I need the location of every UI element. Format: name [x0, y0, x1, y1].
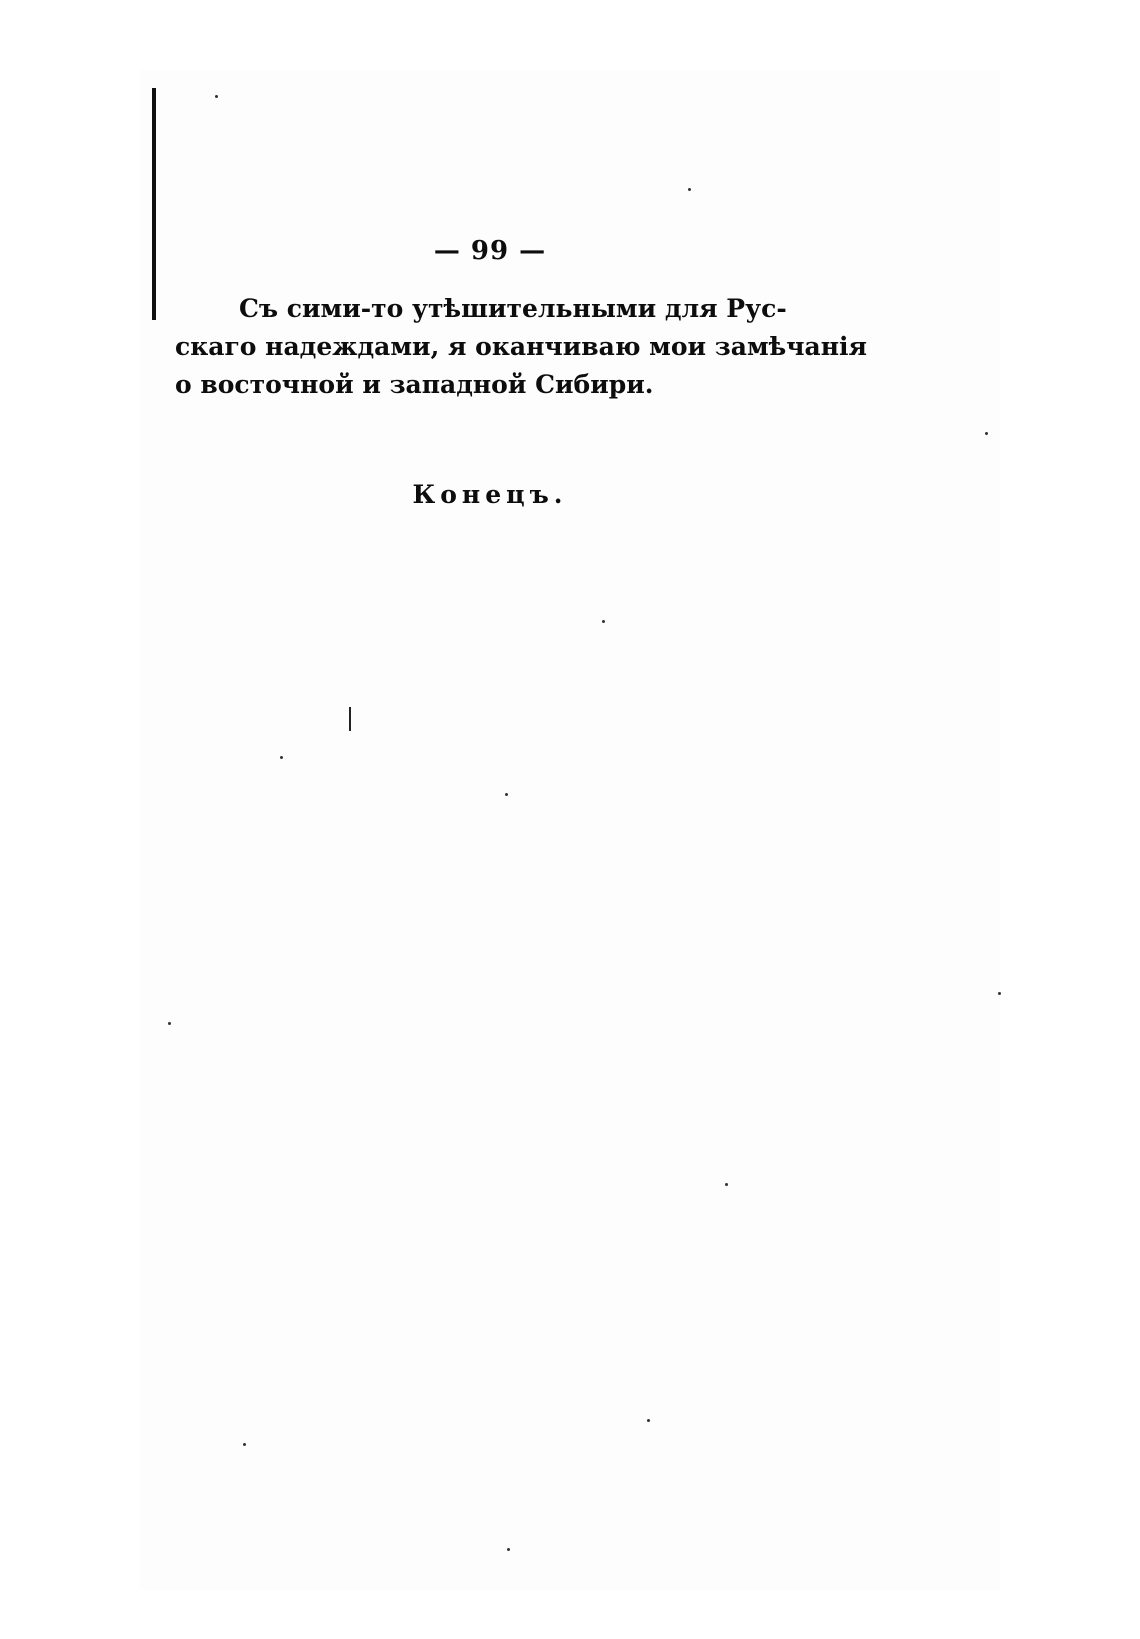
paragraph-line: о восточной и западной Сибири. — [175, 370, 654, 399]
scan-speck — [985, 432, 988, 435]
scan-speck — [688, 188, 691, 191]
scan-speck — [505, 793, 508, 796]
the-end-heading: Конецъ. — [412, 480, 568, 509]
scan-speck — [168, 1022, 171, 1025]
scan-speck — [998, 992, 1001, 995]
closing-paragraph — [175, 290, 868, 404]
scan-speck — [280, 756, 283, 759]
scan-speck — [647, 1419, 650, 1422]
scan-speck — [215, 95, 218, 98]
page-edge-line — [152, 88, 156, 320]
scan-speck — [725, 1183, 728, 1186]
page-number: — 99 — — [433, 236, 547, 266]
scan-speck — [602, 620, 605, 623]
scan-speck — [507, 1548, 510, 1551]
paragraph-line: Съ сими-то утѣшительными для Рус- — [239, 294, 787, 323]
stray-ink-mark — [349, 707, 351, 731]
paragraph-line: скаго надеждами, я оканчиваю мои замѣчанія — [175, 332, 868, 361]
scan-speck — [243, 1443, 246, 1446]
